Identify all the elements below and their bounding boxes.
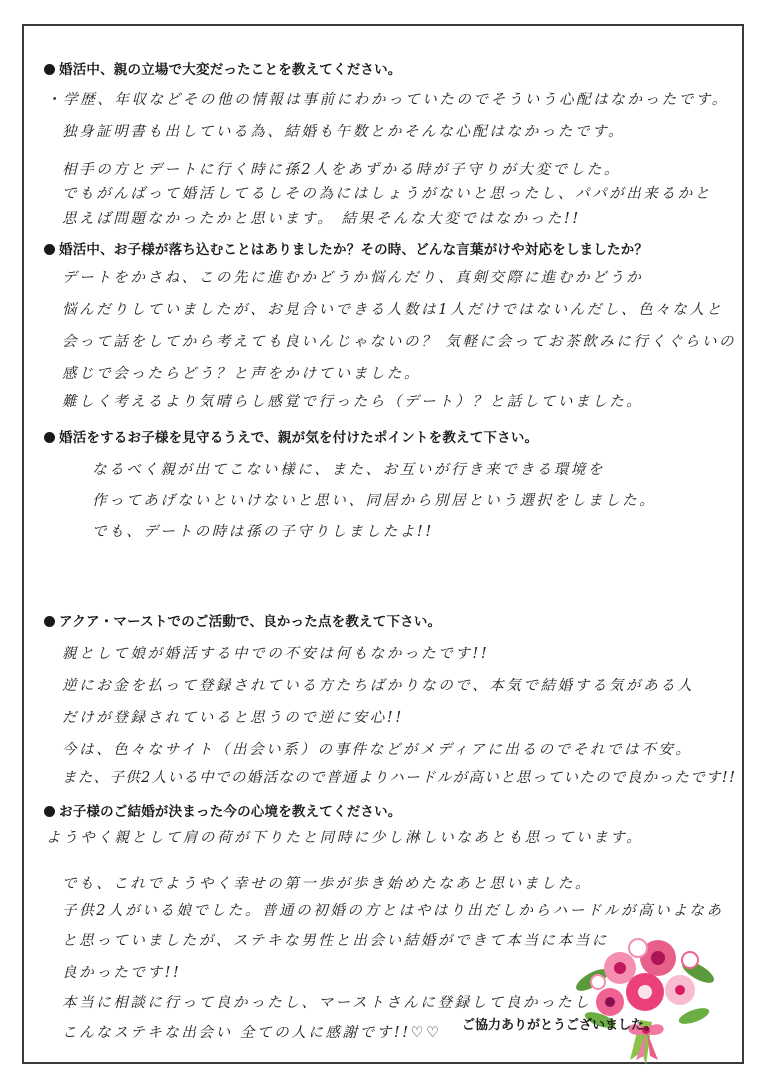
- answer-line: 難しく考えるより気晴らし感覚で行ったら（デート）？と話していました。: [62, 394, 644, 410]
- answer-line: 良かったです!!: [62, 965, 182, 981]
- answer-line: 今は、色々なサイト（出会い系）の事件などがメディアに出るのでそれでは不安。: [62, 742, 693, 758]
- answer-line: 逆にお金を払って登録されている方たちばかりなので、本気で結婚する気がある人: [62, 678, 695, 694]
- flowers: [591, 939, 698, 1016]
- answer-line: 作ってあげないといけないと思い、同居から別居という選択をしました。: [92, 493, 657, 509]
- answer-line: なるべく親が出てこない様に、また、お互いが行き来できる環境を: [92, 462, 605, 478]
- bullet-dot-icon: [44, 616, 55, 627]
- flower-bouquet-icon: [570, 920, 720, 1070]
- answer-line: デートをかさね、この先に進むかどうか悩んだり、真剣交際に進むかどうか: [62, 270, 644, 286]
- answer-line: ようやく親として肩の荷が下りたと同時に少し淋しいなあとも思っています。: [46, 830, 644, 846]
- bullet-dot-icon: [44, 432, 55, 443]
- answer-line: こんなステキな出会い 全ての人に感謝です!!♡♡: [62, 1025, 442, 1041]
- question-heading-3: 婚活をするお子様を見守るうえで、親が気を付けたポイントを教えて下さい。: [44, 426, 538, 446]
- answer-line: 会って話をしてから考えても良いんじゃないの？ 気軽に会ってお茶飲みに行くぐらいの: [62, 334, 737, 350]
- question-heading-5: お子様のご結婚が決まった今の心境を教えてください。: [44, 800, 402, 820]
- question-heading-2: 婚活中、お子様が落ち込むことはありましたか？その時、どんな言葉がけや対応をしましたか？: [44, 238, 648, 258]
- answer-line: 親として娘が婚活する中での不安は何もなかったです!!: [62, 646, 490, 662]
- answer-line: 本当に相談に行って良かったし、マーストさんに登録して良かったし: [62, 995, 592, 1011]
- bullet-dot-icon: [44, 806, 55, 817]
- bullet-dot-icon: [44, 244, 55, 255]
- question-heading-4: アクア・マーストでのご活動で、良かった点を教えて下さい。: [44, 610, 441, 630]
- answer-line: 相手の方とデートに行く時に孫2人をあずかる時が子守りが大変でした。: [62, 162, 622, 178]
- closing-message: ご協力ありがとうございました。: [462, 1018, 658, 1033]
- answer-line: ・学歴、年収などその他の情報は事前にわかっていたのでそういう心配はなかったです。: [46, 92, 729, 108]
- answer-line: だけが登録されていると思うので逆に安心!!: [62, 710, 404, 726]
- answer-line: また、子供2人いる中での婚活なので普通よりハードルが高いと思っていたので良かったです!!: [62, 770, 737, 786]
- answer-line: でもがんばって婚活してるしその為にはしょうがないと思ったし、パパが出来るかと: [62, 186, 712, 202]
- answer-line: 独身証明書も出している為、結婚も午数とかそんな心配はなかったです。: [62, 124, 626, 140]
- answer-line: でも、これでようやく幸せの第一歩が歩き始めたなあと思いました。: [62, 876, 593, 892]
- answer-line: でも、デートの時は孫の子守りしましたよ!!: [92, 524, 434, 540]
- answer-line: 子供2人がいる娘でした。普通の初婚の方とはやはり出だしからハードルが高いよなあ: [62, 903, 724, 919]
- answer-line: と思っていましたが、ステキな男性と出会い結婚ができて本当に本当に: [62, 933, 609, 949]
- question-heading-1: 婚活中、親の立場で大変だったことを教えてください。: [44, 58, 402, 78]
- answer-line: 悩んだりしていましたが、お見合いできる人数は1人だけではないんだし、色々な人と: [62, 302, 724, 318]
- bullet-dot-icon: [44, 64, 55, 75]
- answer-line: 思えば問題なかったかと思います。 結果そんな大変ではなかった!!: [62, 211, 581, 227]
- answer-line: 感じで会ったらどう？と声をかけていました。: [62, 366, 422, 382]
